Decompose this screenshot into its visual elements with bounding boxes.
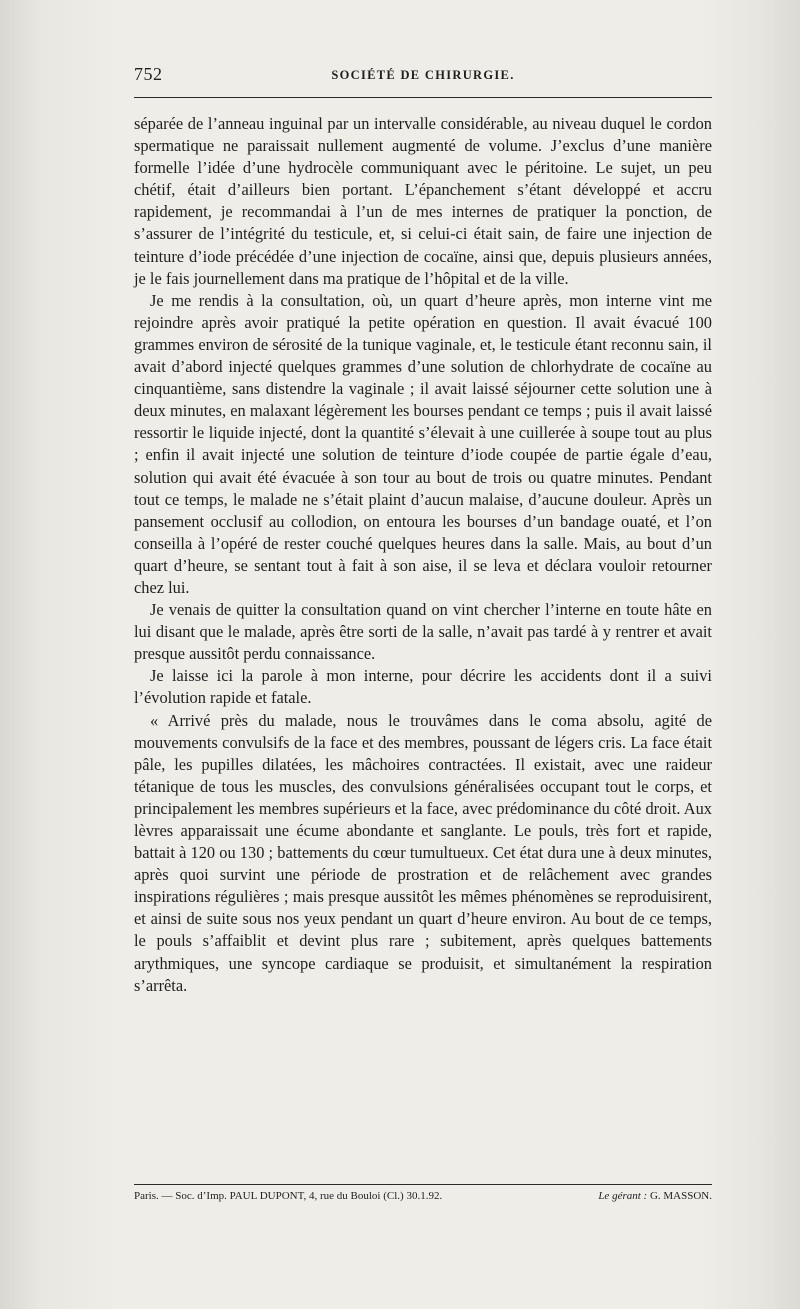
header-rule <box>134 97 712 98</box>
paragraph-4: Je laisse ici la parole à mon interne, pour décrire les accidents dont il a suivi l’évolution rapide et fatale. <box>134 666 712 708</box>
paragraph-1: séparée de l’anneau inguinal par un intervalle considérable, au niveau duquel le cordon spermatique ne paraissait nullement augmenté de volume. J’exclus d’une manière formelle l’idée d’une hydrocèle communiquant avec le péritoine. Le sujet, un peu chétif, était d’ailleurs bien portant. L’épanchement s’étant développé et accru rapidement, je recommandai à l’un de mes internes de pratiquer la ponction, de s’assurer de l’intégrité du testicule, et, si celui-ci était sain, de faire une injection de teinture d’iode précédée d’une injection de cocaïne, ainsi que, depuis plusieurs années, je le fais journellement dans ma pratique de l’hôpital et de la ville. <box>134 114 712 288</box>
page-footer <box>134 1189 712 1203</box>
footer-manager-label: Le gérant : <box>598 1190 648 1202</box>
footer-imprint: Paris. — Soc. d’Imp. PAUL DUPONT, 4, rue du Bouloi (Cl.) 30.1.92. <box>134 1190 443 1202</box>
footer-manager-name: G. MASSON. <box>649 1190 712 1202</box>
body-text <box>134 113 712 997</box>
running-title: SOCIÉTÉ DE CHIRURGIE. <box>331 68 515 82</box>
paragraph-3: Je venais de quitter la consultation quand on vint chercher l’interne en toute hâte en lui disant que le malade, après être sorti de la salle, n’avait pas tardé à y rentrer et avait presque aussitôt perdu connaissance. <box>134 600 712 664</box>
paragraph-2: Je me rendis à la consultation, où, un quart d’heure après, mon interne vint me rejoindre après avoir pratiqué la petite opération en question. Il avait évacué 100 grammes environ de sérosité de la tunique vaginale, et, le testicule étant reconnu sain, il avait d’abord injecté quelques grammes d’une solution de chlorhydrate de cocaïne au cinquantième, sans distendre la vaginale ; il avait laissé séjourner cette solution une à deux minutes, en malaxant légèrement les bourses pendant ce temps ; puis il avait laissé ressortir le liquide injecté, dont la quantité s’élevait à une cuillerée à soupe tout au plus ; enfin il avait injecté une solution de teinture d’iode coupée de partie égale d’eau, solution qui avait été évacuée à son tour au bout de trois ou quatre minutes. Pendant tout ce temps, le malade ne s’était plaint d’aucun malaise, d’aucune douleur. Après un pansement occlusif au collodion, on entoura les bourses d’un bandage ouaté, et l’on conseilla à l’opéré de rester couché quelques heures dans la salle. Mais, au bout d’un quart d’heure, se sentant tout à fait à son aise, il se leva et déclara vouloir retourner chez lui. <box>134 290 712 597</box>
page-number: 752 <box>134 64 163 84</box>
footer-manager <box>598 1189 712 1203</box>
paragraph-5: « Arrivé près du malade, nous le trouvâmes dans le coma absolu, agité de mouvements convulsifs de la face et des membres, poussant de légers cris. La face était pâle, les pupilles dilatées, les mâchoires contractées. Il existait, avec une raideur tétanique de tous les muscles, des convulsions généralisées occupant tout le corps, et principalement les membres supérieurs et la face, avec prédominance du côté droit. Aux lèvres apparaissait une écume abondante et sanglante. Le pouls, très fort et rapide, battait à 120 ou 130 ; battements du cœur tumultueux. Cet état dura une à deux minutes, après quoi survint une période de prostration et de relâchement avec grandes inspirations régulières ; mais presque aussitôt les mêmes phénomènes se reproduisirent, et ainsi de suite sous nos yeux pendant un quart d’heure environ. Au bout de ce temps, le pouls s’affaiblit et devint plus rare ; subitement, après quelques battements arythmiques, une syncope cardiaque se produisit, et simultanément la respiration s’arrêta. <box>134 710 712 995</box>
page-header <box>134 62 712 90</box>
footer-rule <box>134 1184 712 1185</box>
